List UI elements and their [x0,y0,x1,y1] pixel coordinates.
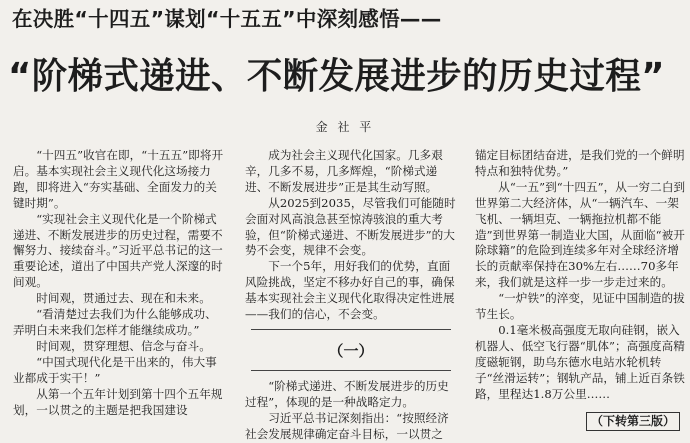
article-column-2 [245,148,457,441]
body-paragraph: “中国式现代化是干出来的，伟大事业都成于实干！” [13,354,217,385]
body-paragraph: “十四五”收官在即，“十五五”即将开启。基本实现社会主义现代化这场接力跑，即将进入“夯实基础、全面发力的关键时期”。 [13,148,224,210]
body-paragraph: “实现社会主义现代化是一个阶梯式递进、不断发展进步的历史过程，需要不懈努力、接续奋斗。”习近平总书记的这一重要论述，道出了中国共产党人深邃的时间观。 [13,211,223,290]
continued-on-page-note: （下转第三版） [586,412,680,431]
article-headline: “阶梯式递进、不断发展进步的历史过程” [8,56,665,97]
article-column-1 [13,148,225,433]
author-byline: 金 社 平 [315,120,375,134]
body-paragraph: 从第一个五年计划到第十四个五年规划，一以贯之的主题是把我国建设 [13,386,223,417]
article-column-3 [475,148,687,413]
body-paragraph: 时间观，贯通过去、现在和未来。 [36,291,211,306]
body-paragraph: “一炉铁”的淬变，见证中国制造的拔节生长。 [475,291,685,322]
body-paragraph: “看清楚过去我们为什么能够成功、弄明白未来我们怎样才能继续成功。” [13,307,217,337]
body-paragraph: 0.1毫米极高强度无取向硅钢，嵌入机器人、低空飞行器“肌体”；高强度高精度磁轭钢，助乌东德水电站水轮机转子“丝滑运转”；钢轨产品，铺上近百条铁路，里程达1.8万公里…… [475,322,685,401]
body-paragraph: 从“一五”到“十四五”，从一穷二白到世界第二大经济体，从“一辆汽车、一架飞机、一辆坦克、一辆拖拉机都不能造”到世界第一制造业大国，从面临“被开除球籍”的危险到连续多年对全球经济增长的贡献率保持在30%左右……70多年来，我们就是这样一步一步走过来的。 [475,179,686,290]
body-paragraph: 时间观，贯穿理想、信念与奋斗。 [36,338,211,353]
body-paragraph: 下一个5年，用好我们的优势，直面风险挑战，坚定不移办好自己的事，确保基本实现社会主义现代化取得决定性进展——我们的信心，不会变。 [245,259,455,322]
body-paragraph: 习近平总书记深刻指出：“按照经济社会发展规律确定奋斗目标，一以贯之 [245,410,449,441]
section-divider [251,329,451,330]
section-heading: （一） [328,341,374,360]
body-paragraph: 成为社会主义现代化国家。几多艰辛，几多不易，几多辉煌，“阶梯式递进、不断发展进步”正是其生动写照。 [245,148,443,194]
body-paragraph: 锚定目标团结奋进，是我们党的一个鲜明特点和独特优势。” [475,148,685,178]
article-kicker: 在决胜“十四五”谋划“十五五”中深刻感悟—— [12,7,442,31]
body-paragraph: “阶梯式递进、不断发展进步的历史过程”，体现的是一种战略定力。 [245,378,449,409]
body-paragraph: 从2025到2035，尽管我们可能随时会面对风高浪急甚至惊涛骇浪的重大考验，但“阶梯式递进、不断发展进步”的大势不会变，规律不会变。 [245,195,456,258]
